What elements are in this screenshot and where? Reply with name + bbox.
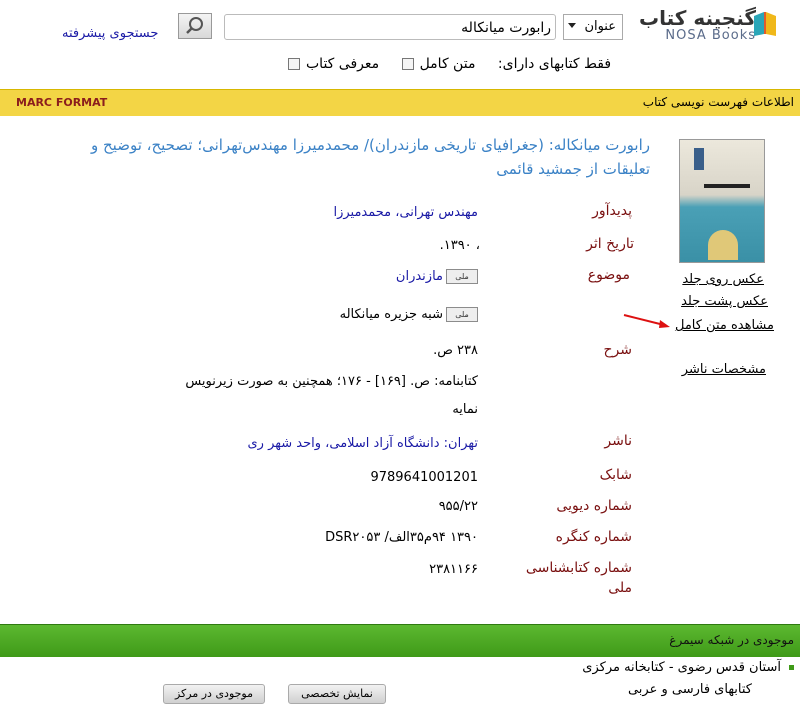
catalog-info-title: اطلاعات فهرست نویسی کتاب — [642, 95, 794, 109]
description-pages: ۲۳۸ ص. — [433, 343, 478, 358]
author-value[interactable]: مهندس تهرانی، محمدمیرزا — [333, 205, 478, 220]
logo-text-fa: گنجینه کتاب — [638, 6, 756, 30]
subject-2-text[interactable]: شبه جزیره میانکاله — [339, 307, 443, 322]
description-bibliography: کتابنامه: ص. [۱۶۹] - ۱۷۶؛ همچنین به صورت زیرنویس — [185, 374, 478, 389]
site-logo[interactable] — [628, 6, 778, 46]
description-label: شرح — [603, 342, 632, 358]
record-title-line-1: رابورت میانکاله: (جغرافیای تاریخی مازندران)/ محمدمیرزا مهندس‌تهرانی؛ تصحیح، توضیح و — [90, 136, 650, 154]
catalog-info-bar — [0, 89, 800, 116]
bullet-icon — [789, 665, 794, 670]
library-item[interactable] — [582, 660, 794, 675]
special-view-button[interactable]: نمایش تخصصی — [288, 684, 386, 704]
cover-title-mark — [704, 184, 750, 188]
front-cover-link[interactable]: عکس روی جلد — [682, 272, 764, 287]
dewey-value: ۹۵۵/۲۲ — [438, 499, 478, 514]
publisher-info-link[interactable]: مشخصات ناشر — [681, 362, 766, 377]
logo-text-en: NOSA Books — [665, 28, 756, 43]
holdings-title: موجودی در شبکه سیمرغ — [669, 633, 794, 647]
publisher-label: ناشر — [604, 433, 632, 449]
search-field-select[interactable] — [563, 14, 623, 40]
record-title-line-2: تعلیقات از جمشید قائمی — [496, 160, 650, 178]
national-bib-value: ۲۳۸۱۱۶۶ — [429, 562, 478, 577]
filter-label: فقط کتابهای دارای: — [497, 56, 612, 72]
national-badge-icon: ملی — [446, 269, 478, 284]
date-label: تاریخ اثر — [586, 236, 634, 252]
full-text-checkbox[interactable] — [402, 58, 414, 70]
search-button[interactable] — [178, 13, 212, 39]
date-value: ، ۱۳۹۰. — [439, 238, 480, 253]
marc-format-link[interactable]: MARC FORMAT — [16, 96, 108, 109]
chevron-down-icon — [568, 23, 576, 28]
subject-1 — [396, 269, 478, 284]
back-cover-link[interactable]: عکس پشت جلد — [681, 294, 768, 309]
holdings-bar — [0, 624, 800, 657]
search-box[interactable] — [224, 14, 556, 40]
center-holdings-button[interactable]: موجودی در مرکز — [163, 684, 265, 704]
cover-dome-illustration — [708, 230, 738, 260]
book-intro-filter-label: معرفی کتاب — [306, 56, 380, 72]
author-label: پدیدآور — [592, 203, 632, 219]
record-title — [10, 133, 650, 181]
advanced-search-link[interactable]: جستجوی پیشرفته — [62, 26, 159, 41]
publisher-value[interactable]: تهران: دانشگاه آزاد اسلامی، واحد شهر ری — [247, 436, 478, 451]
full-text-link[interactable]: مشاهده متن کامل — [674, 318, 774, 333]
national-badge-icon: ملی — [446, 307, 478, 322]
dewey-label: شماره دیویی — [556, 498, 632, 514]
subject-label: موضوع — [587, 267, 630, 283]
lc-label: شماره کنگره — [555, 529, 632, 545]
search-icon — [179, 14, 211, 38]
full-text-filter-label: متن کامل — [419, 56, 476, 72]
collection-name: کتابهای فارسی و عربی — [627, 682, 752, 697]
national-bib-label-2: ملی — [608, 580, 632, 596]
search-field-value: عنوان — [584, 19, 616, 34]
search-input[interactable] — [229, 16, 553, 40]
subject-1-link[interactable]: مازندران — [395, 269, 443, 284]
isbn-label: شابک — [599, 467, 632, 483]
book-cover-image[interactable] — [679, 139, 765, 263]
subject-2 — [340, 307, 478, 322]
red-arrow-icon — [622, 312, 672, 330]
filter-row — [270, 56, 611, 72]
isbn-value: 9789641001201 — [370, 470, 478, 485]
book-intro-filter[interactable] — [288, 56, 379, 72]
book-intro-checkbox[interactable] — [288, 58, 300, 70]
national-bib-label: شماره کتابشناسی — [525, 560, 632, 576]
cover-emblem — [694, 148, 704, 170]
library-name: آستان قدس رضوی - کتابخانه مرکزی — [582, 660, 781, 675]
full-text-filter[interactable] — [402, 56, 476, 72]
lc-value: ۱۳۹۰ ۹۴م۳۵الف/ DSR۲۰۵۳ — [325, 530, 478, 545]
description-index: نمایه — [452, 402, 478, 417]
